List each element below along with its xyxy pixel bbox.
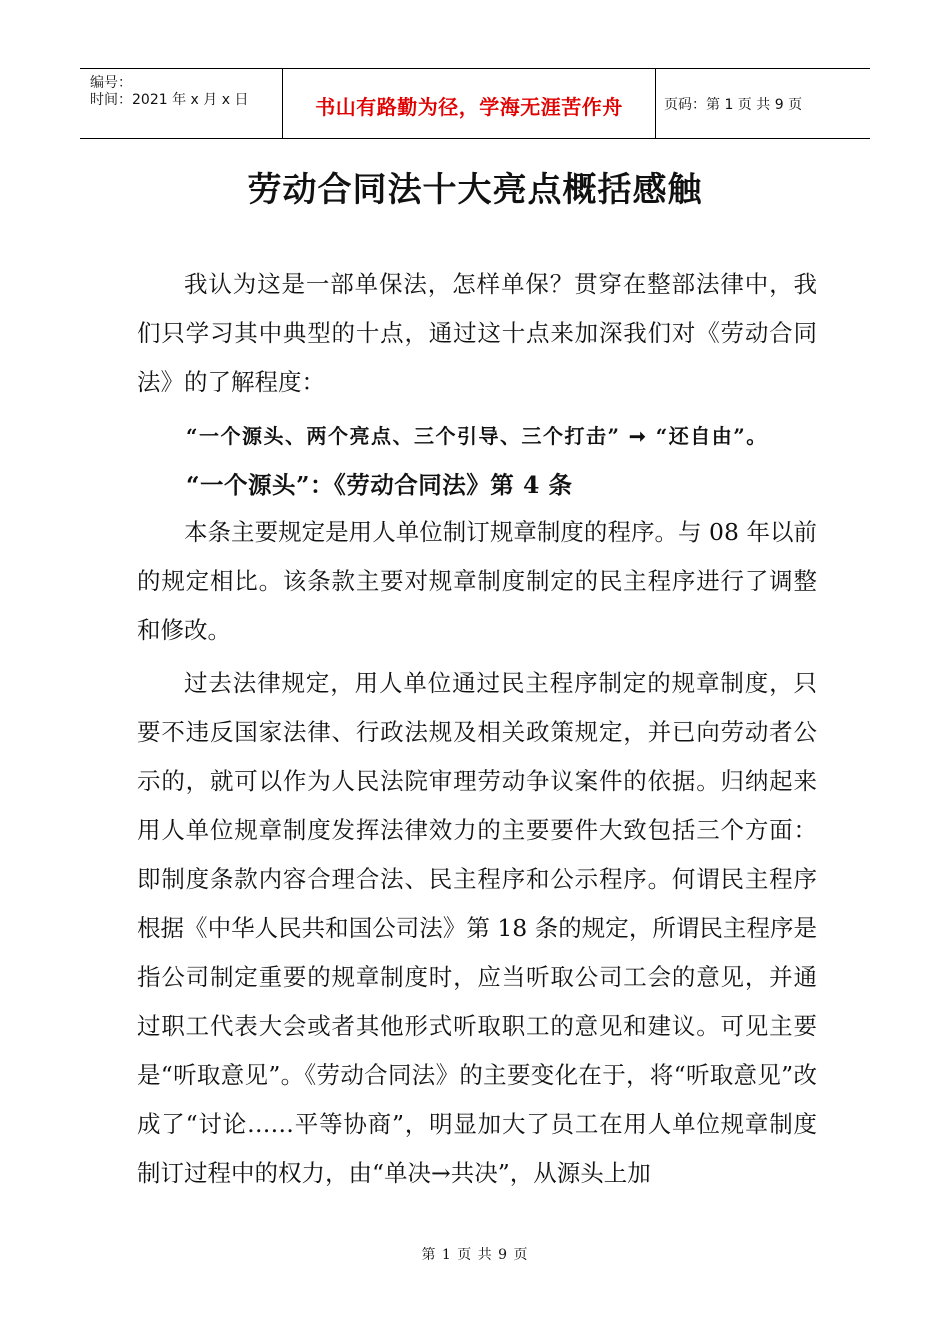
number-label: 编号： [90,75,132,91]
paragraph-past-law: 过去法律规定，用人单位通过民主程序制定的规章制度，只要不违反国家法律、行政法规及相关政策规定，并已向劳动者公示的，就可以作为人民法院审理劳动争议案件的依据。归纳起来用人单位规章制度发挥法律效力的主要要件大致包括三个方面：即制度条款内容合理合法、民主程序和公示程序。何谓民主程序根据《中华人民共和国公司法》第 18 条的规定，所谓民主程序是指公司制定重要的规章制度时，应当听取公司工会的意见，并通过职工代表大会或者其他形式听取职工的意见和建议。可见主要是“听取意见”。《劳动合同法》的主要变化在于，将“听取意见”改成了“讨论……平等协商”，明显加大了员工在用人单位规章制度制订过程中的权力，由“单决→共决”，从源头上加 [137,669,817,1187]
header-page-cell [654,69,870,138]
page-footer: 第 1 页 共 9 页 [421,1247,529,1263]
header-motto-cell [282,69,656,138]
header-table [80,68,870,139]
section-heading: “一个源头”：《劳动合同法》第 4 条 [186,471,573,499]
motto-text: 书山有路勤为径，学海无涯苦作舟 [315,95,623,119]
paragraph-intro: 我认为这是一部单保法，怎样单保？贯穿在整部法律中，我们只学习其中典型的十点，通过这十点来加深我们对《劳动合同法》的了解程度： [137,270,817,396]
header-page-info: 页码：第 1 页 共 9 页 [664,97,803,113]
document-title: 劳动合同法十大亮点概括感触 [247,170,703,210]
time-label: 时间：2021 年 x 月 x 日 [90,92,249,108]
header-meta-cell [80,69,282,138]
highlight-line: “一个源头、两个亮点、三个引导、三个打击” ➞ “还自由”。 [186,424,768,448]
paragraph-article-4: 本条主要规定是用人单位制订规章制度的程序。与 08 年以前的规定相比。该条款主要对规章制度制定的民主程序进行了调整和修改。 [137,518,817,644]
